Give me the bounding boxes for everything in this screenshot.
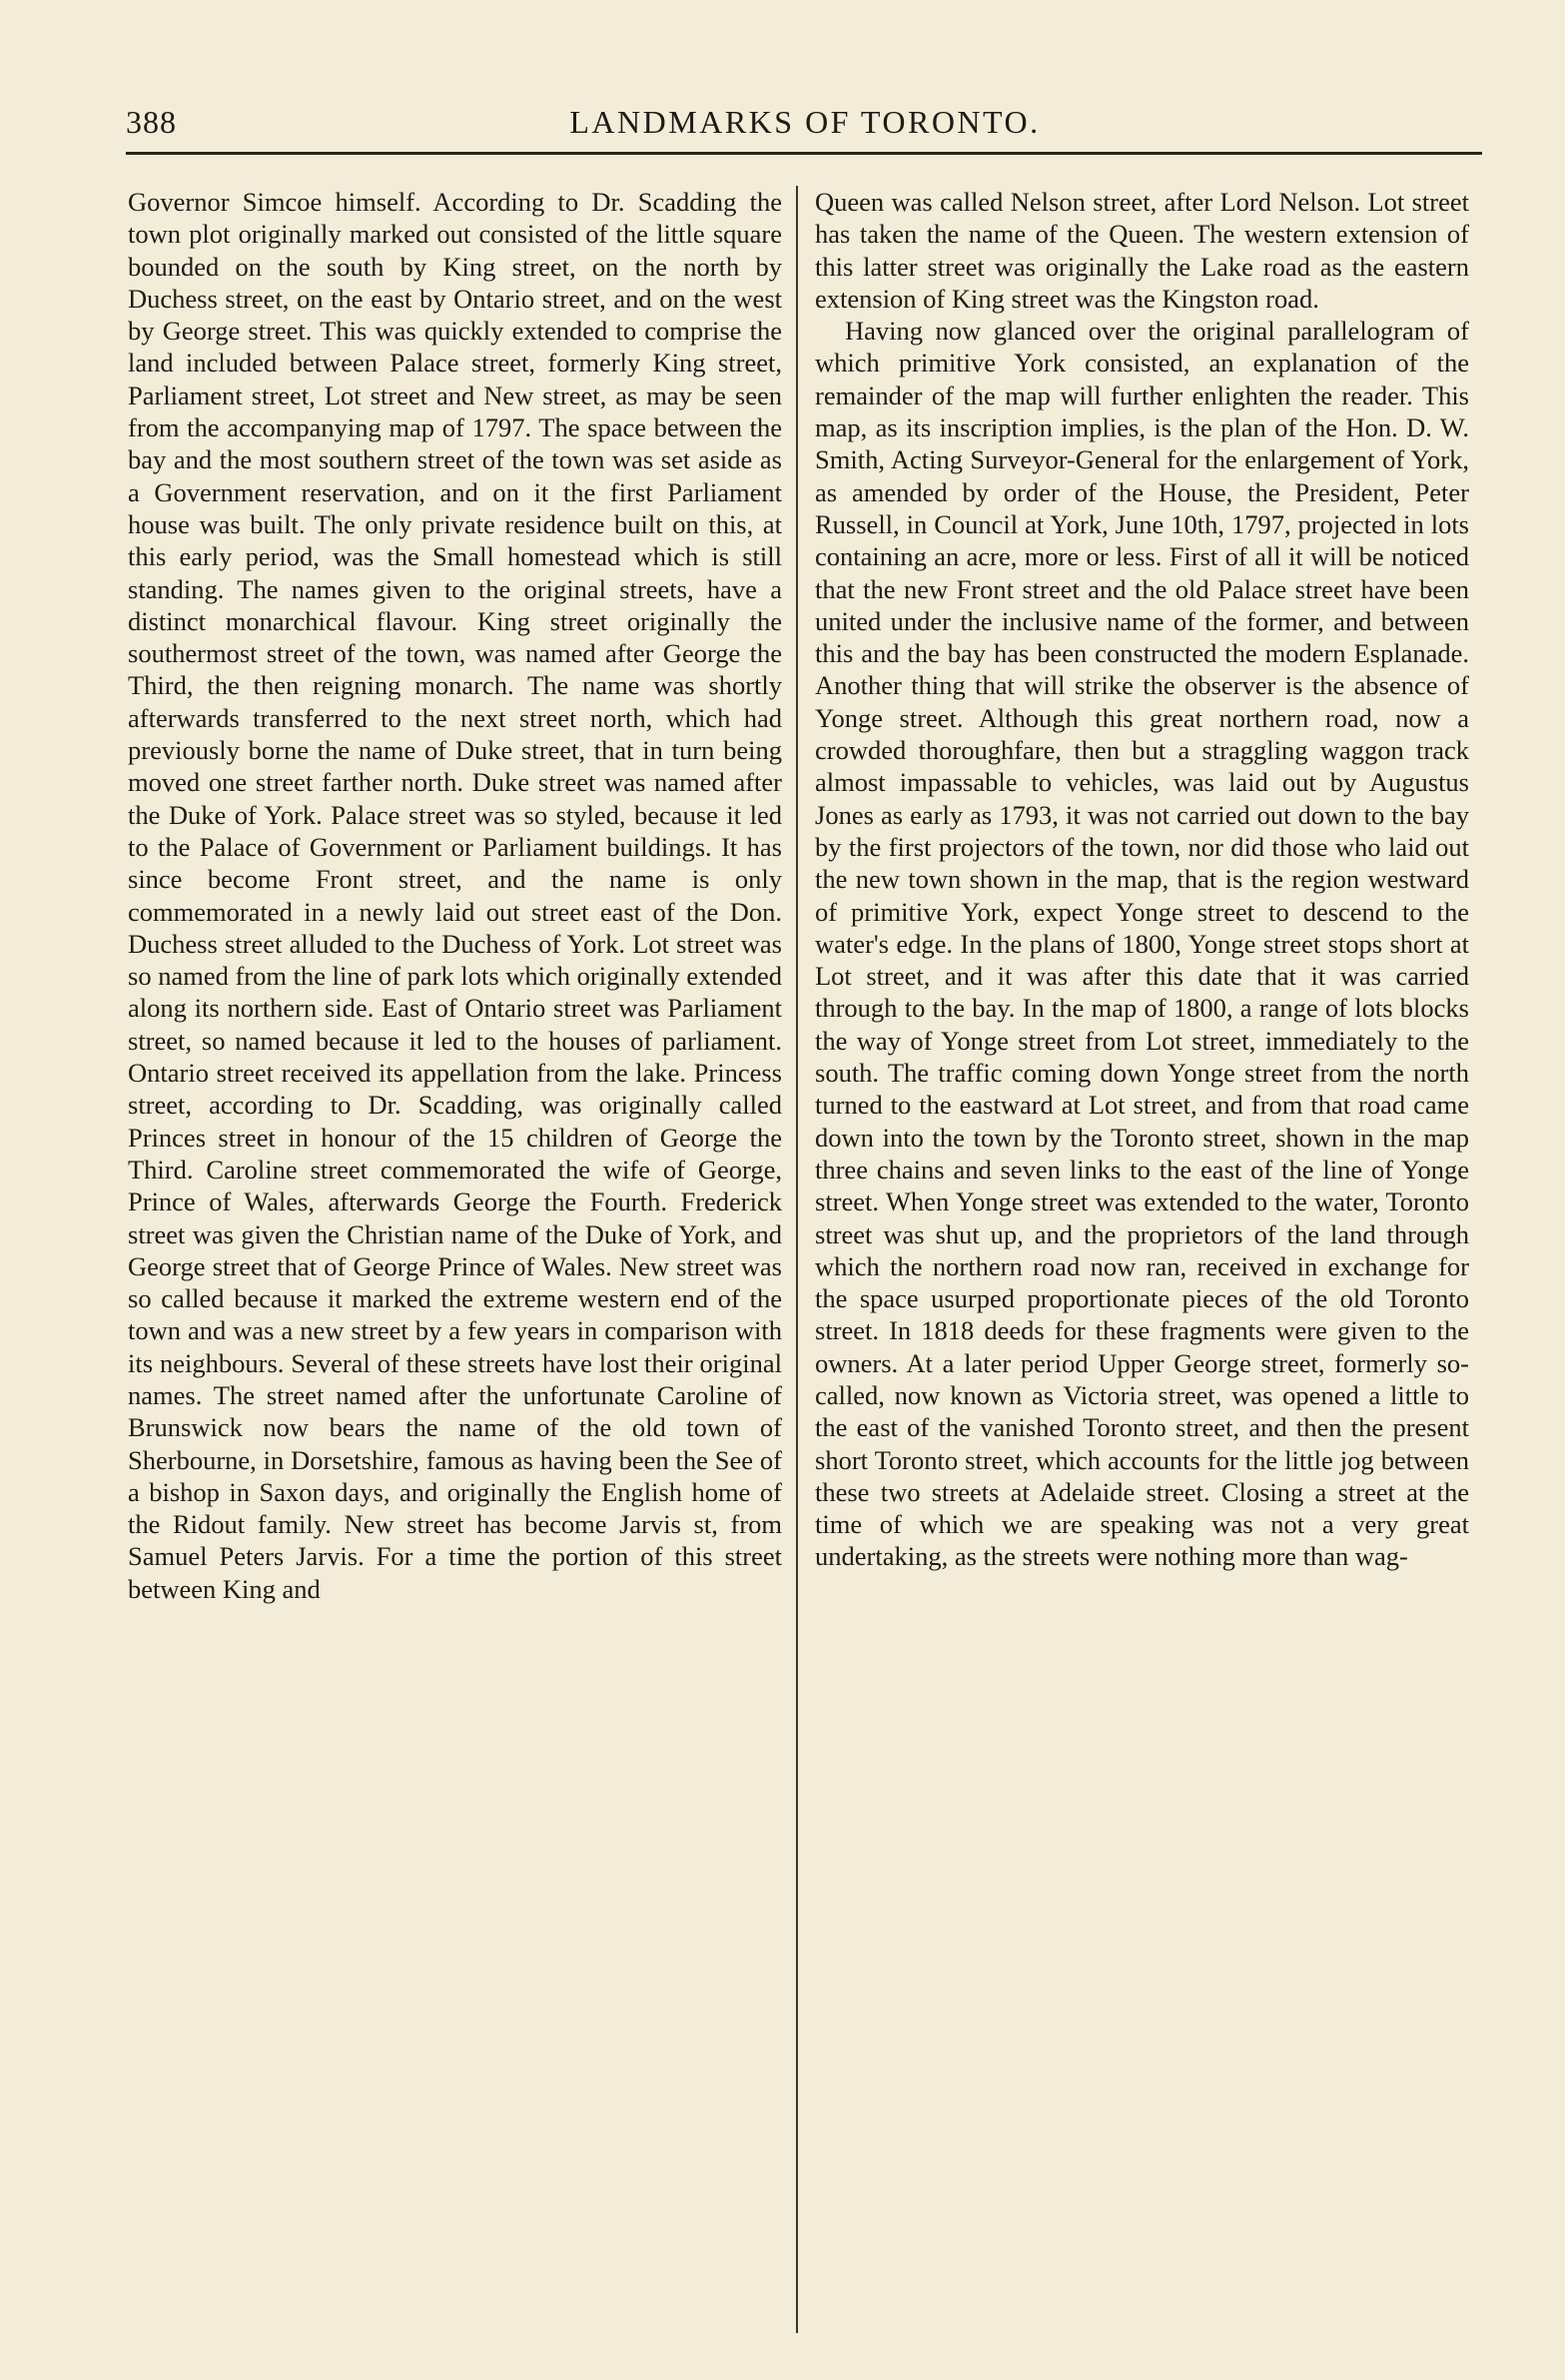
right-column [815, 186, 1469, 2343]
right-paragraph-2: Having now glanced over the original parallelogram of which primitive York consisted, an explanation of the remainder of the map will further enlighten the reader. This map, as its inscription implies, is the plan of the Hon. D. W. Smith, Acting Surveyor-General for the enlargement of York, as amended by order of the House, the President, Peter Russell, in Council at York, June 10th, 1797, projected in lots containing an acre, more or less. First of all it will be noticed that the new Front street and the old Palace street have been united under the inclusive name of the former, and between this and the bay has been constructed the modern Esplanade. Another thing that will strike the observer is the absence of Yonge street. Although this great northern road, now a crowded thoroughfare, then but a straggling waggon track almost impassable to vehicles, was laid out by Augustus Jones as early as 1793, it was not carried out down to the bay by the first projectors of the town, nor did those who laid out the new town shown in the map, that is the region westward of primitive York, expect Yonge street to descend to the water's edge. In the plans of 1800, Yonge street stops short at Lot street, and it was after this date that it was carried through to the bay. In the map of 1800, a range of lots blocks the way of Yonge street from Lot street, immediately to the south. The traffic coming down Yonge street from the north turned to the eastward at Lot street, and from that road came down into the town by the Toronto street, shown in the map three chains and seven links to the east of the line of Yonge street. When Yonge street was extended to the water, Toronto street was shut up, and the proprietors of the land through which the northern road now ran, received in exchange for the space usurped proportionate pieces of the old Toronto street. In 1818 deeds for these fragments were given to the owners. At a later period Upper George street, formerly so-called, now known as Victoria street, was opened a little to the east of the vanished Toronto street, and then the present short Toronto street, which accounts for the little jog between these two streets at Adelaide street. Closing a street at the time of which we are speaking was not a very great undertaking, as the streets were nothing more than wag- [815, 316, 1469, 1572]
page-number: 388 [126, 104, 177, 140]
right-paragraph-1: Queen was called Nelson street, after Lord Nelson. Lot street has taken the name of the Queen. The western extension of this latter street was originally the Lake road as the eastern extension of King street was the Kingston road. [815, 187, 1469, 314]
left-column [128, 186, 782, 2343]
page-header [126, 104, 1484, 148]
running-title: LANDMARKS OF TORONTO. [569, 104, 1041, 140]
column-divider [796, 186, 798, 2333]
header-rule [126, 152, 1482, 155]
left-paragraph-1: Governor Simcoe himself. According to Dr. Scadding the town plot originally marked out consisted of the little square bounded on the south by King street, on the north by Duchess street, on the east by Ontario street, and on the west by George street. This was quickly extended to comprise the land included between Palace street, formerly King street, Parliament street, Lot street and New street, as may be seen from the accompanying map of 1797. The space between the bay and the most southern street of the town was set aside as a Government reservation, and on it the first Parliament house was built. The only private residence built on this, at this early period, was the Small homestead which is still standing. The names given to the original streets, have a distinct monarchical flavour. King street originally the southermost street of the town, was named after George the Third, the then reigning monarch. The name was shortly afterwards transferred to the next street north, which had previously borne the name of Duke street, that in turn being moved one street farther north. Duke street was named after the Duke of York. Palace street was so styled, because it led to the Palace of Government or Parliament buildings. It has since become Front street, and the name is only commemorated in a newly laid out street east of the Don. Duchess street alluded to the Duchess of York. Lot street was so named from the line of park lots which originally extended along its northern side. East of Ontario street was Parliament street, so named because it led to the houses of parliament. Ontario street received its appellation from the lake. Princess street, according to Dr. Scadding, was originally called Princes street in honour of the 15 children of George the Third. Caroline street commemorated the wife of George, Prince of Wales, afterwards George the Fourth. Frederick street was given the Christian name of the Duke of York, and George street that of George Prince of Wales. New street was so called because it marked the extreme western end of the town and was a new street by a few years in comparison with its neighbours. Several of these streets have lost their original names. The street named after the unfortunate Caroline of Brunswick now bears the name of the old town of Sherbourne, in Dorsetshire, famous as having been the See of a bishop in Saxon days, and originally the English home of the Ridout family. New street has become Jarvis st, from Samuel Peters Jarvis. For a time the portion of this street between King and [128, 187, 782, 1604]
